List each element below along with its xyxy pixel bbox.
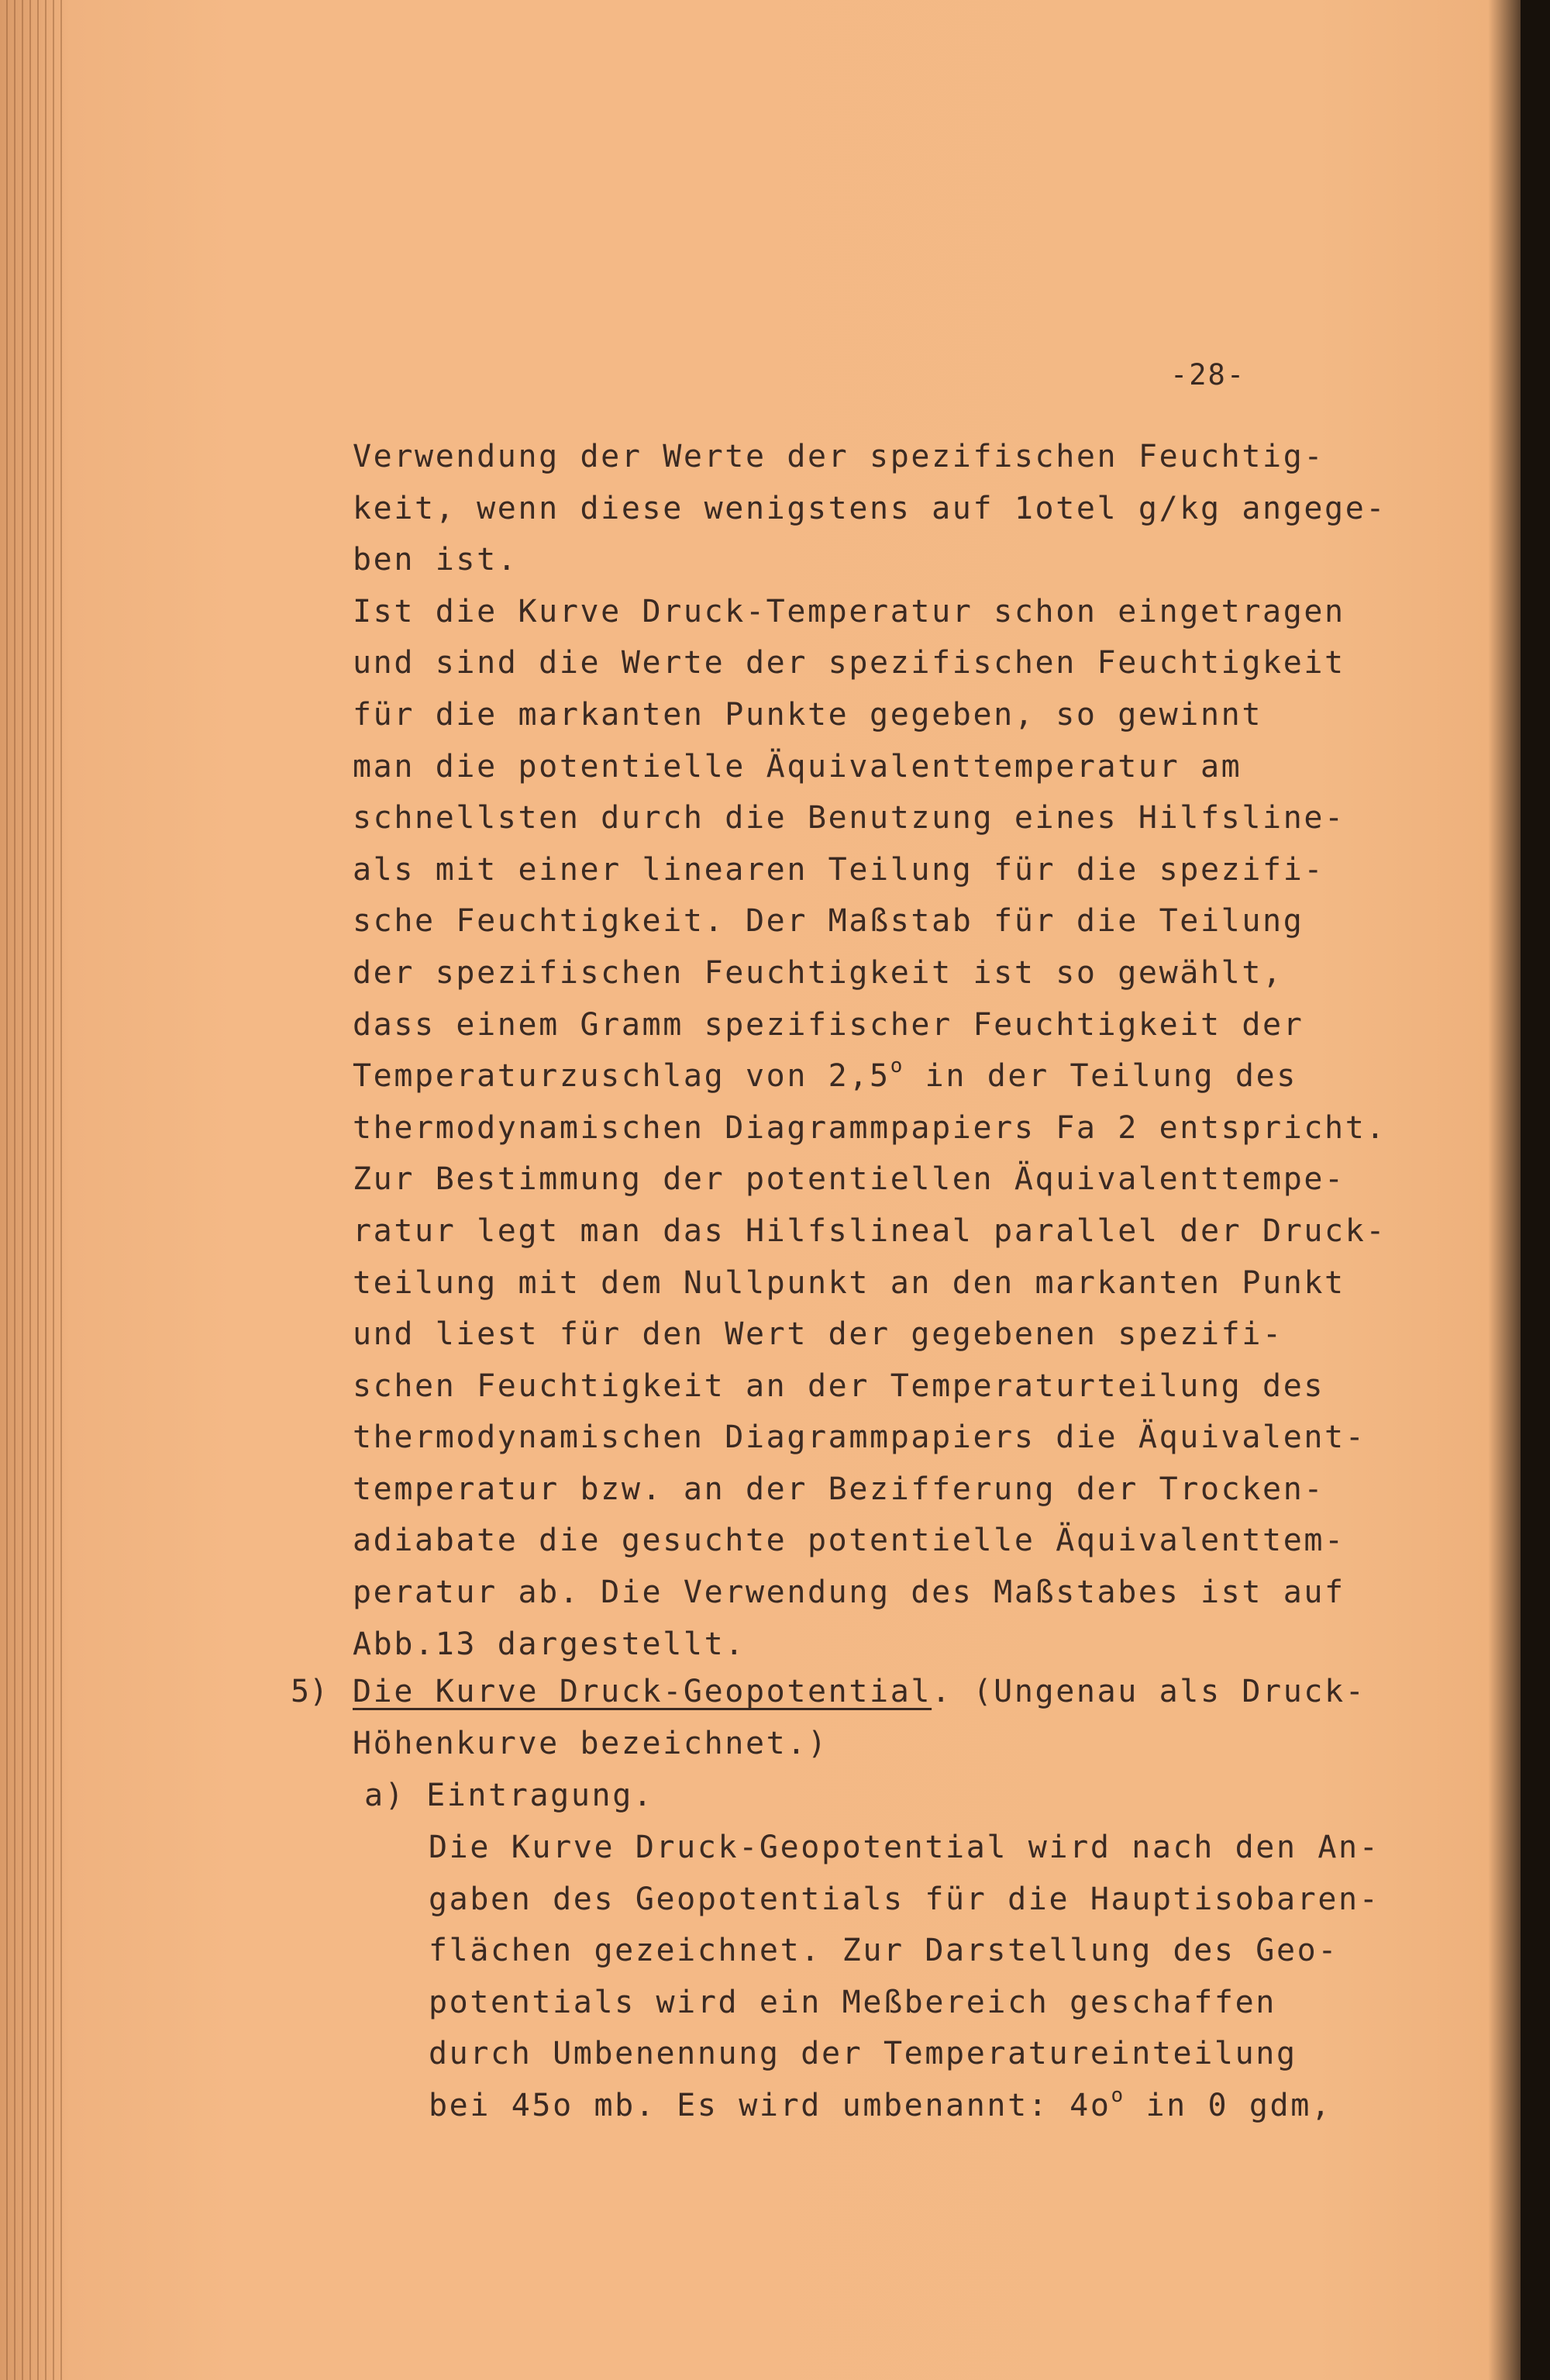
text-line: Die Kurve Druck-Geopotential wird nach den An-	[429, 1830, 1380, 1865]
text-line: schen Feuchtigkeit an der Temperaturteilung des	[353, 1368, 1325, 1404]
text-line	[353, 1050, 1438, 1102]
text-line	[353, 1666, 1438, 1718]
text-fragment: in 0 gdm,	[1125, 2087, 1332, 2123]
subsection-a-heading	[364, 1770, 654, 1822]
subsection-title: Eintragung.	[426, 1778, 654, 1813]
text-line: Höhenkurve bezeichnet.)	[353, 1725, 828, 1761]
section-title: Die Kurve Druck-Geopotential	[353, 1674, 932, 1709]
degree-superscript: o	[1111, 2083, 1125, 2107]
text-line: durch Umbenennung der Temperatureinteilung	[429, 2036, 1297, 2072]
text-line: für die markanten Punkte gegeben, so gewinnt	[353, 696, 1263, 733]
text-line: schnellsten durch die Benutzung eines Hilfsline-	[353, 800, 1345, 836]
text-fragment: Temperaturzuschlag von 2,5	[353, 1058, 890, 1095]
page-edge	[53, 0, 54, 2380]
page-edge	[6, 0, 8, 2380]
text-line: gaben des Geopotentials für die Hauptisobaren-	[429, 1881, 1380, 1917]
text-line: und sind die Werte der spezifischen Feuchtigkeit	[353, 645, 1345, 681]
text-line	[364, 1770, 654, 1822]
text-line: ratur legt man das Hilfslineal parallel der Druck-	[353, 1212, 1387, 1249]
text-line: ben ist.	[353, 542, 518, 578]
page-edge	[22, 0, 23, 2380]
text-line: Abb.13 dargestellt.	[353, 1626, 746, 1662]
page-edge	[45, 0, 46, 2380]
list-marker: 5)	[291, 1674, 329, 1709]
text-line: als mit einer linearen Teilung für die spezifi-	[353, 851, 1325, 888]
page-edge	[60, 0, 62, 2380]
text-line: Verwendung der Werte der spezifischen Feuchtig-	[353, 439, 1325, 474]
list-marker: a)	[364, 1778, 406, 1813]
text-fragment: bei 45o mb. Es wird umbenannt: 4o	[429, 2087, 1111, 2123]
page-edge	[37, 0, 39, 2380]
text-line: temperatur bzw. an der Bezifferung der Trocken-	[353, 1471, 1325, 1507]
text-line: dass einem Gramm spezifischer Feuchtigkeit der	[353, 1006, 1304, 1043]
text-line: peratur ab. Die Verwendung des Maßstabes ist auf	[353, 1575, 1345, 1611]
text-fragment: . (Ungenau als Druck-	[932, 1674, 1366, 1709]
text-line: teilung mit dem Nullpunkt an den markanten Punkt	[353, 1264, 1345, 1301]
section-5-heading	[353, 1666, 1438, 1769]
text-line: thermodynamischen Diagrammpapiers Fa 2 entspricht.	[353, 1109, 1387, 1146]
degree-superscript: o	[890, 1054, 904, 1078]
text-line: potentials wird ein Meßbereich geschaffen	[429, 1984, 1276, 2020]
text-line: keit, wenn diese wenigstens auf 1otel g/kg angege-	[353, 490, 1387, 526]
scan-background-edge	[1521, 0, 1550, 2380]
text-line: sche Feuchtigkeit. Der Maßstab für die Teilung	[353, 903, 1304, 940]
text-line: und liest für den Wert der gegebenen spezifi-	[353, 1316, 1283, 1353]
page-edge	[14, 0, 16, 2380]
text-line: man die potentielle Äquivalenttemperatur am	[353, 748, 1242, 785]
text-line: Zur Bestimmung der potentiellen Äquivalenttempe-	[353, 1161, 1345, 1198]
text-line: adiabate die gesuchte potentielle Äquivalenttem-	[353, 1523, 1345, 1559]
text-line: der spezifischen Feuchtigkeit ist so gewählt,	[353, 954, 1283, 991]
page-number: -28-	[1170, 358, 1246, 391]
text-line: Ist die Kurve Druck-Temperatur schon eingetragen	[353, 593, 1345, 629]
text-line: thermodynamischen Diagrammpapiers die Äquivalent-	[353, 1419, 1366, 1456]
body-paragraph	[353, 431, 1438, 1670]
text-line: flächen gezeichnet. Zur Darstellung des Geo-	[429, 1933, 1339, 1969]
page-edge	[29, 0, 31, 2380]
text-line	[429, 2080, 1452, 2132]
text-fragment: in der Teilung des	[904, 1058, 1297, 1095]
subsection-a-body	[429, 1822, 1452, 2132]
